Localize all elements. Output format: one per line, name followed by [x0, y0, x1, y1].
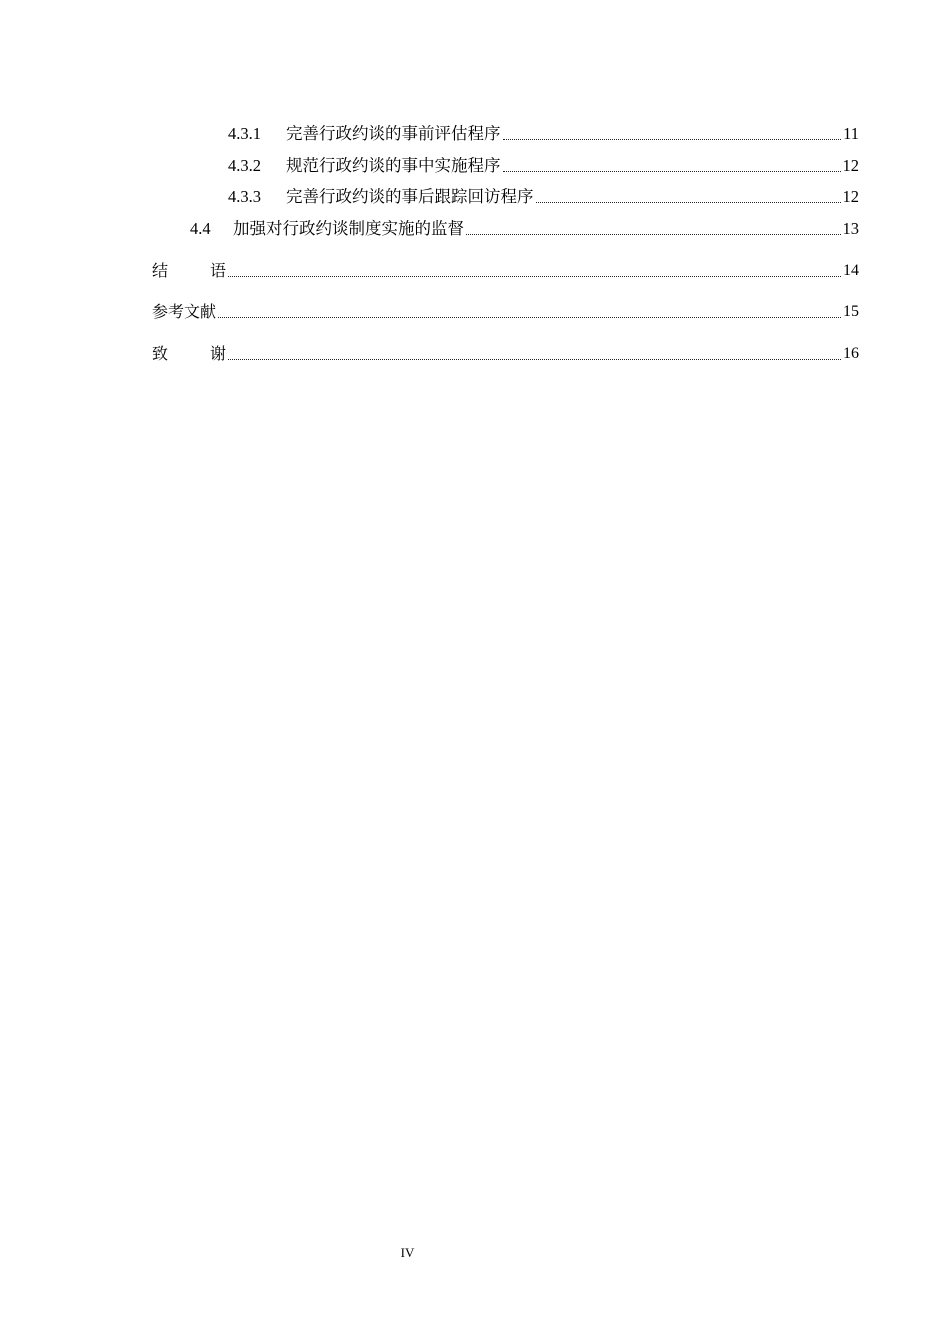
toc-entry-title: 参考文献 [152, 302, 217, 321]
toc-entry-page: 16 [843, 345, 859, 362]
dot-leader [228, 359, 841, 360]
toc-entry-page: 11 [843, 124, 859, 143]
toc-entry-4-3-3[interactable] [228, 183, 859, 207]
toc-entry-conclusion[interactable] [152, 257, 859, 281]
toc-entry-number: 4.3.2 [228, 156, 261, 175]
toc-entry-title-last-char: 语 [210, 261, 227, 280]
toc-entry-title: 完善行政约谈的事后跟踪回访程序 [286, 187, 534, 206]
toc-entry-number: 4.3.3 [228, 187, 261, 206]
toc-entry-page: 12 [842, 156, 859, 175]
toc-entry-title-first-char: 致 [152, 344, 211, 363]
dot-leader [536, 202, 841, 203]
toc-entry-page: 13 [842, 219, 859, 238]
dot-leader [503, 171, 841, 172]
toc-entry-number: 4.4 [190, 219, 211, 238]
toc-entry-title: 完善行政约谈的事前评估程序 [286, 124, 501, 143]
toc-entry-acknowledgements[interactable] [152, 340, 859, 364]
toc-entry-page: 12 [842, 187, 859, 206]
toc-entry-title-last-char: 谢 [210, 344, 227, 363]
dot-leader [503, 139, 842, 140]
toc-entry-title: 规范行政约谈的事中实施程序 [286, 156, 501, 175]
toc-entry-references[interactable] [152, 298, 859, 322]
dot-leader [228, 276, 841, 277]
toc-entry-number: 4.3.1 [228, 124, 261, 143]
toc-entry-title [152, 261, 226, 281]
toc-entry-title [152, 344, 226, 364]
page-number: IV [400, 1245, 415, 1260]
toc-entry-page: 15 [843, 303, 859, 320]
toc-entry-4-3-2[interactable] [228, 152, 859, 176]
toc-entry-page: 14 [843, 262, 859, 279]
toc-entry-4-3-1[interactable] [228, 120, 859, 144]
toc-entry-title: 加强对行政约谈制度实施的监督 [233, 219, 464, 238]
dot-leader [218, 317, 841, 318]
toc-entry-title-first-char: 结 [152, 261, 211, 280]
dot-leader [466, 234, 841, 235]
toc-entry-4-4[interactable] [190, 215, 859, 239]
